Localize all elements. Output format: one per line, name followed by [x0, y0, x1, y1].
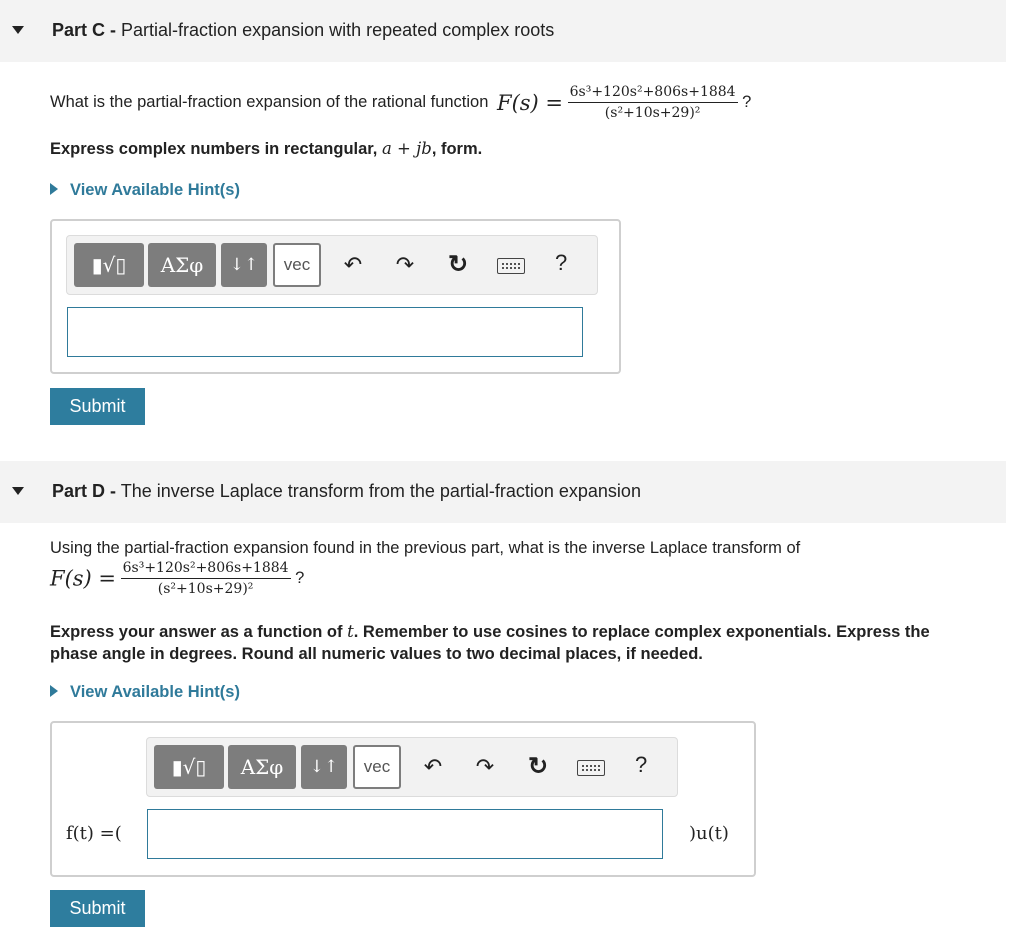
math-toolbar — [146, 737, 678, 797]
part-d-question-formula: F(s) = $\frac{\text{6s³+120s²+806s+1884}}{\text{(s²+10s+29)²}}$ ? — [50, 560, 305, 597]
part-d-hint-link[interactable]: View Available Hint(s) — [50, 683, 240, 702]
help-icon[interactable]: ? — [555, 250, 568, 275]
expand-arrow-icon — [50, 183, 58, 195]
part-c-instruction: Express complex numbers in rectangular, a + jb, form. — [50, 139, 483, 158]
part-c-submit-button[interactable]: Submit — [50, 388, 145, 425]
part-c-answer-box — [50, 219, 621, 374]
subscript-superscript-button[interactable]: ↓↑ — [221, 243, 267, 287]
part-d-header[interactable] — [0, 461, 1006, 523]
part-d-submit-button[interactable]: Submit — [50, 890, 145, 927]
vector-button[interactable]: vec — [353, 745, 401, 789]
part-c-header[interactable] — [0, 0, 1006, 62]
redo-icon[interactable]: ↷ — [395, 252, 415, 277]
part-d-instruction: Express your answer as a function of t. Remember to use cosines to replace complex exponentials. Express the phase angle in degrees. Round all numeric values to two decimal places, if needed. — [50, 622, 930, 663]
answer-prefix-label: f(t) =( — [66, 823, 122, 844]
subscript-superscript-button[interactable]: ↓↑ — [301, 745, 347, 789]
expand-arrow-icon — [50, 685, 58, 697]
greek-symbols-button[interactable]: ΑΣφ — [228, 745, 296, 789]
redo-icon[interactable]: ↷ — [475, 754, 495, 779]
keyboard-icon[interactable] — [577, 760, 605, 776]
collapse-triangle-icon[interactable] — [12, 26, 24, 34]
templates-button[interactable]: ▮√▯ — [74, 243, 144, 287]
part-c-hint-link[interactable]: View Available Hint(s) — [50, 181, 240, 200]
undo-icon[interactable]: ↶ — [343, 252, 363, 277]
part-d-answer-input[interactable] — [147, 809, 663, 859]
keyboard-icon[interactable] — [497, 258, 525, 274]
undo-icon[interactable]: ↶ — [423, 754, 443, 779]
greek-symbols-button[interactable]: ΑΣφ — [148, 243, 216, 287]
part-d-question-line1: Using the partial-fraction expansion found in the previous part, what is the inverse Laplace transform of — [50, 539, 801, 557]
reset-icon[interactable]: ↻ — [527, 753, 549, 780]
collapse-triangle-icon[interactable] — [12, 487, 24, 495]
reset-icon[interactable]: ↻ — [447, 251, 469, 278]
part-c-question: What is the partial-fraction expansion of the rational function F(s) = $\frac{\text{6s³+120s²+806s+1884}}{\text{(s²+10s+29)²}}$ ? — [50, 84, 752, 121]
part-d-title: Part D - The inverse Laplace transform from the partial-fraction expansion — [52, 481, 641, 501]
help-icon[interactable]: ? — [635, 752, 648, 777]
part-c-answer-input[interactable] — [67, 307, 583, 357]
part-c-title: Part C - Partial-fraction expansion with repeated complex roots — [52, 20, 555, 40]
templates-button[interactable]: ▮√▯ — [154, 745, 224, 789]
part-c-fraction: $\frac{\text{6s³+120s²+806s+1884}}{\text{(s²+10s+29)²}}$ — [569, 84, 736, 121]
answer-suffix-label: )u(t) — [689, 823, 729, 844]
vector-button[interactable]: vec — [273, 243, 321, 287]
math-toolbar — [66, 235, 598, 295]
part-d-answer-box — [50, 721, 756, 877]
part-d-fraction: $\frac{\text{6s³+120s²+806s+1884}}{\text{(s²+10s+29)²}}$ — [122, 560, 289, 597]
